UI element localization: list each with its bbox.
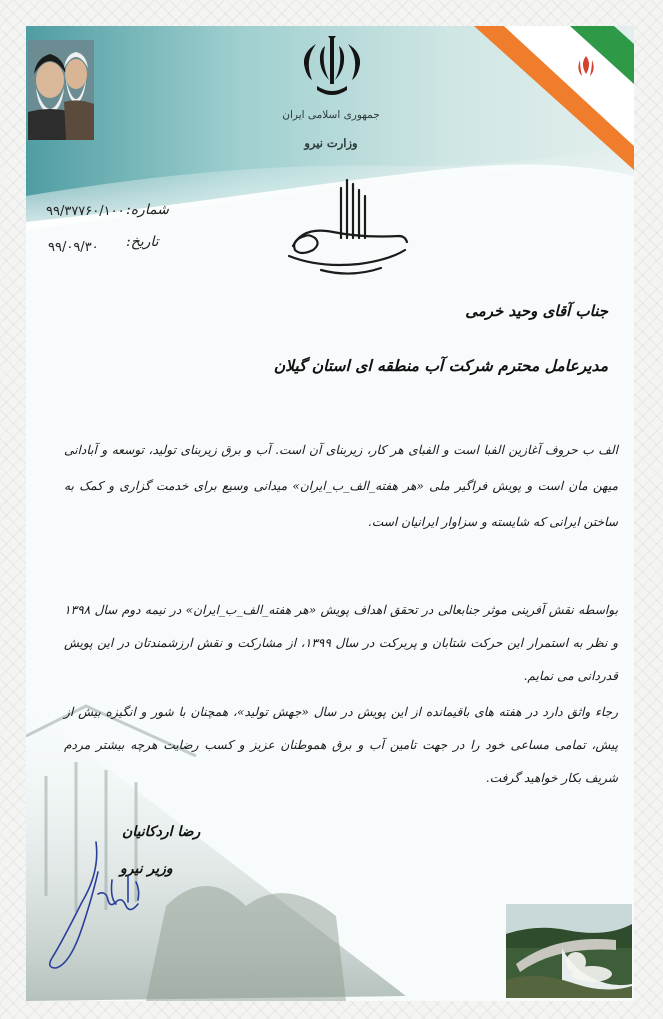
letter-number-value: ۹۹/۳۷۷۶۰/۱۰۰ bbox=[46, 204, 125, 219]
letter-paragraph-1: الف ب حروف آغازین الفبا است و الفبای هر کار، زیربنای آن است. آب و برق زیربنای تولید، توسعه و آبادانی میهن مان است و پویش فراگیر ملی «هر هفته_الف_ب_ایران» میدانی وسیع برای خدمت گزاری و کمک به ساختن ایرانی که شایسته و سزاوار ایرانیان است. bbox=[64, 443, 618, 529]
republic-label: جمهوری اسلامی ایران bbox=[282, 109, 380, 121]
letter-number-label: شماره: bbox=[126, 202, 169, 218]
recipient-name: جناب آقای وحید خرمی bbox=[465, 302, 608, 320]
letter-sheet bbox=[26, 26, 634, 1001]
bismillah-calligraphy-icon bbox=[281, 176, 411, 286]
ministry-label: وزارت نیرو bbox=[304, 136, 358, 150]
letter-paragraph-3: رجاء واثق دارد در هفته های باقیمانده از این پویش در سال «جهش تولید»، همچنان با شور و انگیزه بیش از پیش، تمامی مساعی خود را در جهت تامین آب و برق هموطنان عزیز و کسب رضایت هرچه بیشتر مردم شریف بکار خواهید گرفت. bbox=[64, 705, 618, 785]
signer-title: وزیر نیرو bbox=[120, 861, 173, 877]
handwritten-signature-icon bbox=[36, 836, 166, 976]
signer-name: رضا اردکانیان bbox=[122, 824, 201, 840]
letter-date-value: ۹۹/۰۹/۳۰ bbox=[48, 240, 99, 255]
iran-flag-ribbon bbox=[474, 26, 634, 176]
recipient-position: مدیرعامل محترم شرکت آب منطقه ای استان گیلان bbox=[273, 356, 608, 375]
letter-date-label: تاریخ: bbox=[126, 234, 159, 250]
letter-paragraph-2: بواسطه نقش آفرینی موثر جنابعالی در تحقق اهداف پویش «هر هفته_الف_ب_ایران» در نیمه دوم سال ۱۳۹۸ و نظر به استمرار این حرکت شتابان و پربرکت در سال ۱۳۹۹، از مشارکت و نقش ارزشمندتان در این پویش قدردانی می نمایم. bbox=[64, 603, 618, 683]
leaders-portrait bbox=[28, 40, 94, 140]
dam-photo bbox=[506, 904, 632, 998]
national-emblem-icon bbox=[301, 36, 363, 100]
